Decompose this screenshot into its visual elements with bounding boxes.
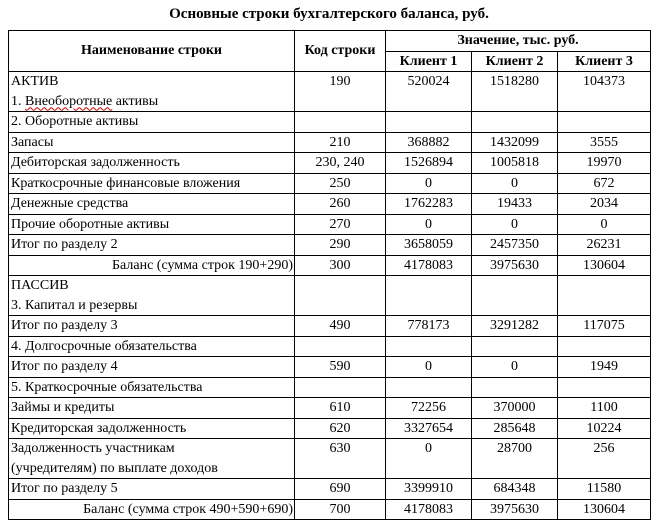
table-header	[9, 31, 651, 72]
row-value-client-1	[386, 276, 472, 316]
table-row	[9, 235, 651, 256]
row-name: Краткосрочные финансовые вложения	[9, 173, 295, 194]
row-value-client-3: 11580	[558, 479, 651, 500]
row-code: 490	[295, 316, 386, 337]
table-row	[9, 357, 651, 378]
table-row	[9, 336, 651, 357]
row-name: Запасы	[9, 132, 295, 153]
header-row-1	[9, 31, 651, 52]
table-row	[9, 132, 651, 153]
row-code: 290	[295, 235, 386, 256]
table-row	[9, 276, 651, 316]
row-code: 620	[295, 418, 386, 439]
row-name: Дебиторская задолженность	[9, 153, 295, 174]
table-row	[9, 255, 651, 276]
row-name: Кредиторская задолженность	[9, 418, 295, 439]
table-row	[9, 398, 651, 419]
table-row	[9, 153, 651, 174]
row-name: Итог по разделу 5	[9, 479, 295, 500]
row-value-client-3: 2034	[558, 194, 651, 215]
row-code	[295, 276, 386, 316]
table-row	[9, 418, 651, 439]
row-value-client-1: 778173	[386, 316, 472, 337]
row-value-client-1: 3658059	[386, 235, 472, 256]
row-value-client-2: 1432099	[472, 132, 558, 153]
table-row	[9, 499, 651, 520]
row-value-client-3	[558, 336, 651, 357]
row-value-client-1	[386, 377, 472, 398]
row-value-client-2: 3975630	[472, 499, 558, 520]
row-value-client-2: 0	[472, 357, 558, 378]
table-row	[9, 194, 651, 215]
row-value-client-2	[472, 112, 558, 133]
row-code: 190	[295, 72, 386, 112]
balance-table	[8, 30, 651, 520]
table-row	[9, 72, 651, 112]
table-row	[9, 479, 651, 500]
row-name: АКТИВ 1. Внеоборотные активы	[9, 72, 295, 112]
table-row	[9, 316, 651, 337]
row-value-client-2: 0	[472, 173, 558, 194]
row-name: Займы и кредиты	[9, 398, 295, 419]
row-code: 230, 240	[295, 153, 386, 174]
row-value-client-3	[558, 112, 651, 133]
row-value-client-3: 1949	[558, 357, 651, 378]
col-header-value-group: Значение, тыс. руб.	[386, 31, 651, 52]
row-value-client-1: 1526894	[386, 153, 472, 174]
row-value-client-1	[386, 336, 472, 357]
row-value-client-1: 4178083	[386, 255, 472, 276]
col-header-client-2: Клиент 2	[472, 51, 558, 72]
row-code	[295, 112, 386, 133]
row-value-client-1: 0	[386, 214, 472, 235]
row-value-client-3: 130604	[558, 499, 651, 520]
row-value-client-3: 672	[558, 173, 651, 194]
row-value-client-1: 3399910	[386, 479, 472, 500]
row-code: 300	[295, 255, 386, 276]
row-name: Итог по разделу 4	[9, 357, 295, 378]
row-value-client-2: 3291282	[472, 316, 558, 337]
row-value-client-1: 1762283	[386, 194, 472, 215]
col-header-client-1: Клиент 1	[386, 51, 472, 72]
row-value-client-2: 1518280	[472, 72, 558, 112]
table-row	[9, 112, 651, 133]
row-value-client-3: 19970	[558, 153, 651, 174]
row-value-client-1: 0	[386, 439, 472, 479]
row-code: 260	[295, 194, 386, 215]
row-value-client-1: 3327654	[386, 418, 472, 439]
row-name: Баланс (сумма строк 190+290)	[9, 255, 295, 276]
row-value-client-2	[472, 377, 558, 398]
table-row	[9, 439, 651, 479]
row-value-client-1: 4178083	[386, 499, 472, 520]
row-name: Итог по разделу 2	[9, 235, 295, 256]
row-value-client-2: 684348	[472, 479, 558, 500]
row-name: Прочие оборотные активы	[9, 214, 295, 235]
row-value-client-3: 130604	[558, 255, 651, 276]
row-code: 250	[295, 173, 386, 194]
row-value-client-3: 3555	[558, 132, 651, 153]
row-code: 210	[295, 132, 386, 153]
row-name: Денежные средства	[9, 194, 295, 215]
col-header-name: Наименование строки	[9, 31, 295, 72]
row-code: 610	[295, 398, 386, 419]
row-code: 700	[295, 499, 386, 520]
table-row	[9, 214, 651, 235]
row-code: 590	[295, 357, 386, 378]
row-value-client-2: 370000	[472, 398, 558, 419]
table-body	[9, 72, 651, 520]
row-value-client-3: 256	[558, 439, 651, 479]
row-value-client-3: 10224	[558, 418, 651, 439]
row-value-client-1: 72256	[386, 398, 472, 419]
row-value-client-2: 28700	[472, 439, 558, 479]
row-value-client-3: 1100	[558, 398, 651, 419]
row-code: 690	[295, 479, 386, 500]
row-code	[295, 377, 386, 398]
row-value-client-1: 368882	[386, 132, 472, 153]
row-value-client-2: 2457350	[472, 235, 558, 256]
row-name: Итог по разделу 3	[9, 316, 295, 337]
row-name: 4. Долгосрочные обязательства	[9, 336, 295, 357]
row-name: Задолженность участникам (учредителям) по выплате доходов	[9, 439, 295, 479]
col-header-code: Код строки	[295, 31, 386, 72]
row-value-client-1: 0	[386, 357, 472, 378]
row-value-client-2: 0	[472, 214, 558, 235]
row-name: ПАССИВ 3. Капитал и резервы	[9, 276, 295, 316]
col-header-client-3: Клиент 3	[558, 51, 651, 72]
row-value-client-1	[386, 112, 472, 133]
row-value-client-2: 19433	[472, 194, 558, 215]
row-name: 5. Краткосрочные обязательства	[9, 377, 295, 398]
row-value-client-3: 0	[558, 214, 651, 235]
table-row	[9, 377, 651, 398]
row-value-client-3	[558, 377, 651, 398]
row-value-client-1: 0	[386, 173, 472, 194]
row-value-client-3	[558, 276, 651, 316]
row-code: 630	[295, 439, 386, 479]
row-code	[295, 336, 386, 357]
row-value-client-3: 104373	[558, 72, 651, 112]
row-value-client-3: 117075	[558, 316, 651, 337]
row-value-client-2: 3975630	[472, 255, 558, 276]
row-value-client-2: 285648	[472, 418, 558, 439]
row-value-client-2: 1005818	[472, 153, 558, 174]
row-name: Баланс (сумма строк 490+590+690)	[9, 499, 295, 520]
row-value-client-3: 26231	[558, 235, 651, 256]
spellcheck-underline: Внеоборотные	[25, 93, 113, 109]
table-row	[9, 173, 651, 194]
row-code: 270	[295, 214, 386, 235]
document-title: Основные строки бухгалтерского баланса, руб.	[169, 6, 489, 22]
row-value-client-2	[472, 336, 558, 357]
row-name: 2. Оборотные активы	[9, 112, 295, 133]
row-value-client-1: 520024	[386, 72, 472, 112]
row-value-client-2	[472, 276, 558, 316]
